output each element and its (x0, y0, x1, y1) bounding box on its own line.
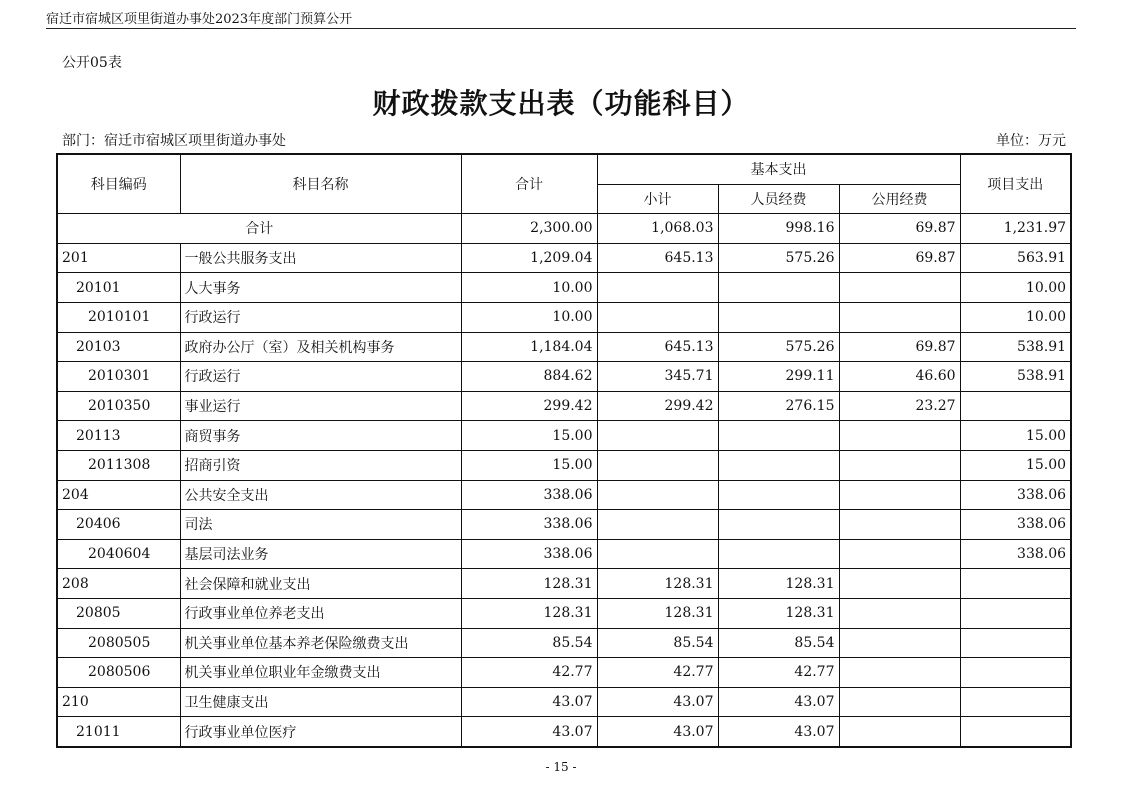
cell-public: 69.87 (839, 243, 960, 273)
total-row (57, 214, 1071, 244)
cell-name: 政府办公厅（室）及相关机构事务 (180, 332, 461, 362)
running-header: 宿迁市宿城区项里街道办事处2023年度部门预算公开 (46, 12, 353, 27)
cell-subtotal: 299.42 (597, 391, 718, 421)
cell-personnel (718, 510, 839, 540)
cell-name: 机关事业单位职业年金缴费支出 (180, 658, 461, 688)
cell-personnel (718, 539, 839, 569)
cell-personnel (718, 421, 839, 451)
cell-public (839, 598, 960, 628)
cell-project: 563.91 (960, 243, 1071, 273)
cell-total: 338.06 (461, 510, 597, 540)
cell-public (839, 658, 960, 688)
cell-name: 卫生健康支出 (180, 687, 461, 717)
cell-total: 884.62 (461, 362, 597, 392)
cell-code: 2080506 (57, 658, 180, 688)
cell-name: 一般公共服务支出 (180, 243, 461, 273)
cell-personnel: 42.77 (718, 658, 839, 688)
cell-personnel: 85.54 (718, 628, 839, 658)
cell-subtotal (597, 510, 718, 540)
cell-total: 43.07 (461, 717, 597, 747)
cell-code: 2080505 (57, 628, 180, 658)
cell-personnel: 43.07 (718, 717, 839, 747)
total-personnel: 998.16 (718, 214, 839, 244)
cell-code: 2010350 (57, 391, 180, 421)
cell-personnel: 299.11 (718, 362, 839, 392)
cell-public (839, 510, 960, 540)
table-row (57, 598, 1071, 628)
cell-name: 商贸事务 (180, 421, 461, 451)
cell-subtotal (597, 539, 718, 569)
cell-personnel (718, 273, 839, 303)
header-personnel: 人员经费 (718, 184, 839, 214)
cell-code: 20103 (57, 332, 180, 362)
cell-code: 21011 (57, 717, 180, 747)
cell-project: 15.00 (960, 450, 1071, 480)
header-total: 合计 (461, 154, 597, 214)
cell-public: 23.27 (839, 391, 960, 421)
header-name: 科目名称 (180, 154, 461, 214)
header-subtotal: 小计 (597, 184, 718, 214)
cell-public (839, 480, 960, 510)
total-subtotal: 1,068.03 (597, 214, 718, 244)
cell-total: 43.07 (461, 687, 597, 717)
cell-total: 42.77 (461, 658, 597, 688)
cell-personnel: 575.26 (718, 332, 839, 362)
cell-name: 公共安全支出 (180, 480, 461, 510)
cell-subtotal: 345.71 (597, 362, 718, 392)
cell-name: 机关事业单位基本养老保险缴费支出 (180, 628, 461, 658)
cell-name: 行政运行 (180, 362, 461, 392)
cell-project: 15.00 (960, 421, 1071, 451)
table-row (57, 658, 1071, 688)
cell-project (960, 687, 1071, 717)
cell-subtotal: 85.54 (597, 628, 718, 658)
cell-project (960, 717, 1071, 747)
table-row (57, 628, 1071, 658)
page-title: 财政拨款支出表（功能科目） (372, 87, 750, 120)
cell-personnel: 128.31 (718, 569, 839, 599)
cell-personnel: 43.07 (718, 687, 839, 717)
table-row (57, 332, 1071, 362)
table-body (57, 214, 1071, 747)
cell-project (960, 658, 1071, 688)
cell-project: 338.06 (960, 510, 1071, 540)
cell-personnel: 276.15 (718, 391, 839, 421)
table-row (57, 421, 1071, 451)
total-public: 69.87 (839, 214, 960, 244)
cell-public (839, 539, 960, 569)
cell-public (839, 273, 960, 303)
cell-name: 司法 (180, 510, 461, 540)
cell-subtotal (597, 273, 718, 303)
table-row (57, 480, 1071, 510)
cell-project (960, 391, 1071, 421)
cell-code: 20113 (57, 421, 180, 451)
cell-subtotal (597, 302, 718, 332)
unit-label: 单位：万元 (996, 133, 1066, 149)
table-row (57, 391, 1071, 421)
header-basic: 基本支出 (597, 154, 960, 184)
cell-project: 338.06 (960, 539, 1071, 569)
table-row (57, 243, 1071, 273)
cell-total: 85.54 (461, 628, 597, 658)
cell-total: 338.06 (461, 539, 597, 569)
header-code: 科目编码 (57, 154, 180, 214)
department-label: 部门：宿迁市宿城区项里街道办事处 (62, 133, 286, 149)
cell-project: 10.00 (960, 302, 1071, 332)
cell-code: 20101 (57, 273, 180, 303)
header-public: 公用经费 (839, 184, 960, 214)
cell-total: 15.00 (461, 421, 597, 451)
cell-code: 204 (57, 480, 180, 510)
cell-total: 15.00 (461, 450, 597, 480)
cell-code: 20406 (57, 510, 180, 540)
cell-subtotal: 43.07 (597, 687, 718, 717)
cell-subtotal (597, 450, 718, 480)
cell-code: 201 (57, 243, 180, 273)
cell-name: 招商引资 (180, 450, 461, 480)
cell-code: 2010101 (57, 302, 180, 332)
cell-personnel (718, 302, 839, 332)
cell-subtotal: 128.31 (597, 569, 718, 599)
cell-public (839, 569, 960, 599)
cell-name: 人大事务 (180, 273, 461, 303)
cell-subtotal (597, 480, 718, 510)
table-row (57, 569, 1071, 599)
cell-personnel (718, 480, 839, 510)
cell-public: 69.87 (839, 332, 960, 362)
cell-subtotal: 42.77 (597, 658, 718, 688)
cell-name: 行政事业单位医疗 (180, 717, 461, 747)
header-divider (46, 28, 1076, 29)
header-project: 项目支出 (960, 154, 1071, 214)
cell-subtotal: 645.13 (597, 332, 718, 362)
cell-public (839, 421, 960, 451)
table-header (57, 154, 1071, 214)
cell-subtotal: 128.31 (597, 598, 718, 628)
total-label: 合计 (57, 214, 461, 244)
cell-public (839, 717, 960, 747)
form-number: 公开05表 (62, 55, 122, 71)
total-project: 1,231.97 (960, 214, 1071, 244)
cell-public (839, 628, 960, 658)
cell-total: 299.42 (461, 391, 597, 421)
cell-total: 1,209.04 (461, 243, 597, 273)
cell-subtotal (597, 421, 718, 451)
cell-total: 1,184.04 (461, 332, 597, 362)
cell-name: 社会保障和就业支出 (180, 569, 461, 599)
cell-project (960, 628, 1071, 658)
table-row (57, 717, 1071, 747)
table-row (57, 273, 1071, 303)
cell-project (960, 569, 1071, 599)
page-number: - 15 - (545, 760, 577, 774)
table-row (57, 362, 1071, 392)
cell-subtotal: 43.07 (597, 717, 718, 747)
cell-public (839, 302, 960, 332)
cell-code: 208 (57, 569, 180, 599)
expenditure-table (56, 153, 1072, 748)
cell-project (960, 598, 1071, 628)
cell-total: 128.31 (461, 569, 597, 599)
cell-total: 10.00 (461, 302, 597, 332)
cell-code: 2040604 (57, 539, 180, 569)
table-row (57, 539, 1071, 569)
cell-project: 538.91 (960, 332, 1071, 362)
cell-public: 46.60 (839, 362, 960, 392)
table-row (57, 687, 1071, 717)
cell-subtotal: 645.13 (597, 243, 718, 273)
cell-project: 338.06 (960, 480, 1071, 510)
cell-personnel (718, 450, 839, 480)
cell-code: 2010301 (57, 362, 180, 392)
cell-personnel: 128.31 (718, 598, 839, 628)
cell-public (839, 687, 960, 717)
table-row (57, 302, 1071, 332)
cell-name: 行政运行 (180, 302, 461, 332)
cell-name: 行政事业单位养老支出 (180, 598, 461, 628)
cell-code: 2011308 (57, 450, 180, 480)
cell-public (839, 450, 960, 480)
table-row (57, 450, 1071, 480)
cell-code: 210 (57, 687, 180, 717)
cell-project: 10.00 (960, 273, 1071, 303)
cell-name: 基层司法业务 (180, 539, 461, 569)
cell-total: 338.06 (461, 480, 597, 510)
cell-name: 事业运行 (180, 391, 461, 421)
cell-project: 538.91 (960, 362, 1071, 392)
total-total: 2,300.00 (461, 214, 597, 244)
table-row (57, 510, 1071, 540)
cell-personnel: 575.26 (718, 243, 839, 273)
cell-code: 20805 (57, 598, 180, 628)
cell-total: 128.31 (461, 598, 597, 628)
cell-total: 10.00 (461, 273, 597, 303)
